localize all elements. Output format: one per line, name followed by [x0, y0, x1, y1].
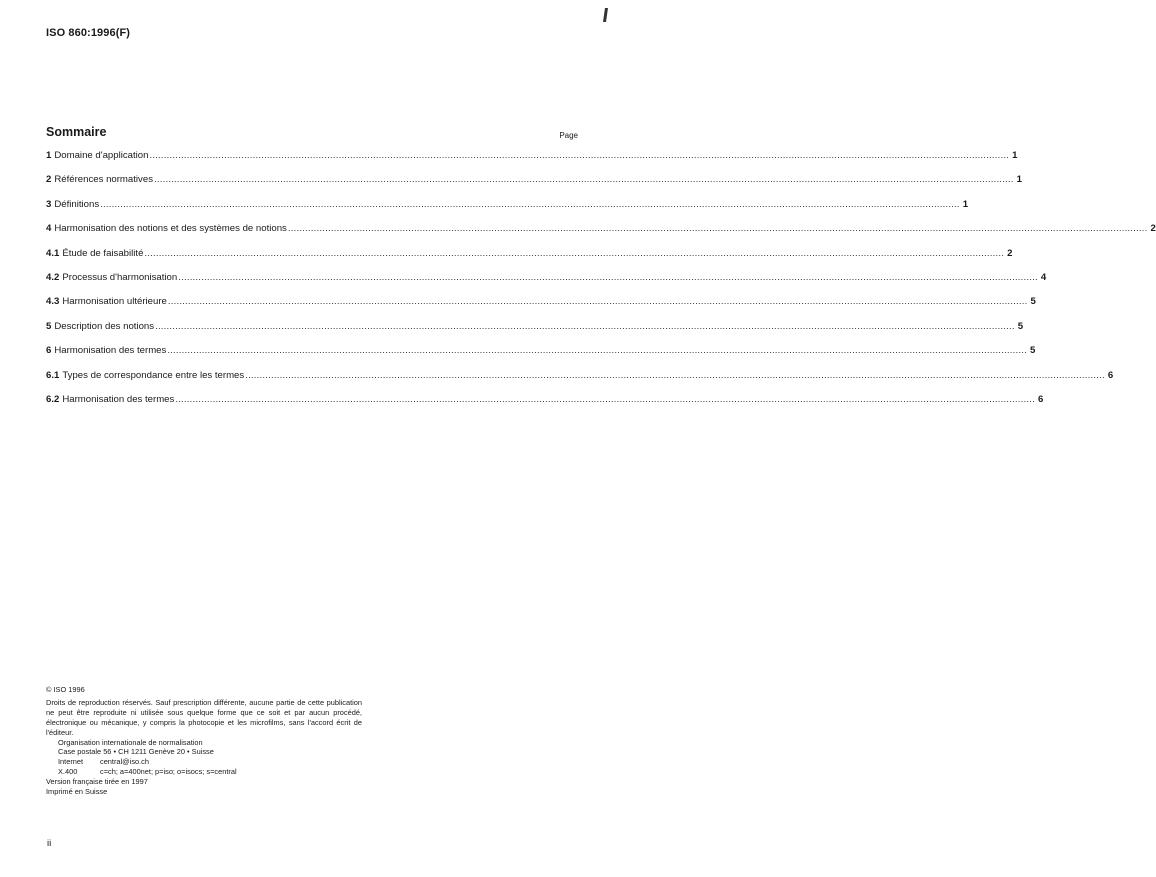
- toc-entry: [46, 174, 1022, 198]
- toc-entry-page: 4: [1040, 271, 1047, 283]
- toc-entry: [46, 247, 1013, 272]
- dot-leader: ............................................................................................................................................................................................................................................................................................................: [154, 174, 1014, 186]
- toc-entry-page: 6: [1107, 369, 1114, 381]
- toc-entry-number: 4: [46, 223, 52, 235]
- dot-leader: ............................................................................................................................................................................................................................................................................................................: [167, 345, 1027, 357]
- toc-entry: [46, 345, 1036, 369]
- legal-notice: Droits de reproduction réservés. Sauf prescription différente, aucune partie de cette publication ne peut être reproduite ni utilisée sous quelque forme que ce soit et par aucun procédé, électronique ou mécanique, y compris la photocopie et les microfilms, sans l'accord écrit de l'éditeur.: [46, 697, 362, 737]
- toc-entry-label: Harmonisation des termes: [62, 393, 175, 405]
- internet-label: Internet: [58, 757, 84, 767]
- dot-leader: ............................................................................................................................................................................................................................................................................................................: [287, 223, 1148, 235]
- toc-entry-number: 1: [46, 150, 52, 161]
- dot-leader: ............................................................................................................................................................................................................................................................................................................: [178, 271, 1038, 283]
- internet-row: [58, 757, 362, 767]
- toc-entry-label: Références normatives: [54, 174, 153, 186]
- document-reference: ISO 860:1996(F): [46, 27, 131, 39]
- toc-entry-page: 2: [1007, 247, 1013, 259]
- printed-note: Imprimé en Suisse: [46, 787, 108, 797]
- toc-entry-number: 4.2: [46, 271, 60, 283]
- corner-mark: [603, 8, 608, 22]
- toc-entry-number: 3: [46, 198, 52, 210]
- toc-entry-label: Domaine d'application: [54, 150, 149, 161]
- toc-entry-label: Définitions: [54, 198, 100, 210]
- toc-entry-label: Processus d'harmonisation: [62, 271, 178, 283]
- dot-leader: ............................................................................................................................................................................................................................................................................................................: [149, 150, 1010, 161]
- toc-entry: [46, 271, 1047, 296]
- toc-entry-number: 2: [46, 174, 52, 186]
- dot-leader: ............................................................................................................................................................................................................................................................................................................: [155, 320, 1015, 332]
- toc-entry-label: Étude de faisabilité: [62, 247, 144, 259]
- toc-entry: [46, 150, 1018, 174]
- toc-entry-page: 5: [1029, 345, 1036, 357]
- toc-entry-page: 6: [1037, 393, 1044, 405]
- toc-entry-number: 4.1: [46, 247, 60, 259]
- x400-label: X.400: [58, 767, 78, 777]
- toc-entry-page: 5: [1030, 296, 1036, 308]
- toc-entry-page: 1: [1012, 150, 1018, 161]
- organization-name: Organisation internationale de normalisation: [58, 737, 203, 747]
- toc-entry-label: Types de correspondance entre les termes: [62, 369, 245, 381]
- toc-entry: [46, 296, 1036, 320]
- toc-page-column-label: Page: [559, 131, 578, 140]
- x400-row: [58, 767, 362, 777]
- toc-entry-label: Description des notions: [54, 320, 155, 332]
- toc-entry: [46, 369, 1114, 394]
- toc-entry-label: Harmonisation des notions et des systèmes de notions: [54, 223, 287, 235]
- dot-leader: ............................................................................................................................................................................................................................................................................................................: [100, 198, 960, 210]
- x400-value: c=ch; a=400net; p=iso; o=isocs; s=central: [100, 767, 237, 777]
- copyright-block: [46, 685, 362, 797]
- toc-entry-page: 1: [962, 198, 969, 210]
- toc-entry-number: 5: [46, 320, 52, 332]
- copyright-notice: © ISO 1996: [46, 685, 85, 694]
- toc-entry: [46, 393, 1044, 418]
- postal-address: Case postale 56 • CH 1211 Genève 20 • Suisse: [58, 747, 214, 757]
- toc-entry-label: Harmonisation ultérieure: [62, 296, 167, 308]
- toc-entry-page: 1: [1016, 174, 1022, 186]
- dot-leader: ............................................................................................................................................................................................................................................................................................................: [144, 247, 1005, 259]
- version-note: Version française tirée en 1997: [46, 777, 148, 787]
- publisher-address: [46, 738, 362, 778]
- toc-entry-number: 4.3: [46, 296, 60, 308]
- toc-entry-number: 6.1: [46, 369, 60, 381]
- table-of-contents: [46, 150, 1156, 418]
- toc-entry-page: 2: [1150, 223, 1156, 235]
- dot-leader: ............................................................................................................................................................................................................................................................................................................: [167, 296, 1028, 308]
- page-number: ii: [47, 838, 52, 849]
- toc-entry-label: Harmonisation des termes: [54, 345, 167, 357]
- toc-entry-number: 6.2: [46, 393, 60, 405]
- dot-leader: ............................................................................................................................................................................................................................................................................................................: [175, 393, 1035, 405]
- toc-entry-page: 5: [1017, 320, 1024, 332]
- toc-entry: [46, 320, 1024, 345]
- toc-entry: [46, 198, 969, 223]
- toc-entry-number: 6: [46, 345, 52, 357]
- dot-leader: ............................................................................................................................................................................................................................................................................................................: [245, 369, 1105, 381]
- internet-value: central@iso.ch: [100, 757, 149, 767]
- toc-entry: [46, 223, 1156, 247]
- toc-title: Sommaire: [46, 125, 107, 139]
